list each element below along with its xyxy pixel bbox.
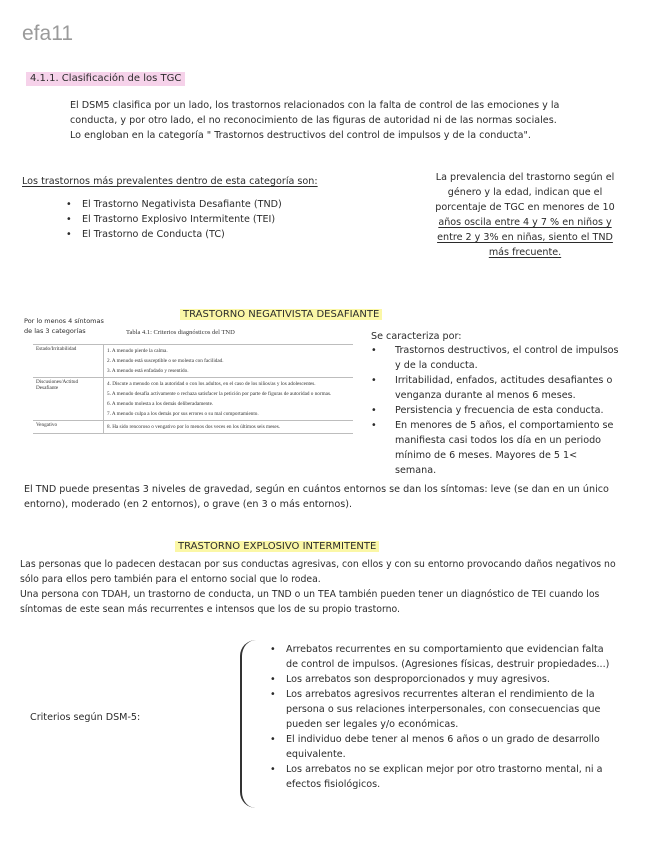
- intro-line: Lo engloban en la categoría " Trastornos destructivos del control de impulsos y de la conducta".: [70, 130, 531, 141]
- list-item: • El individuo debe tener al menos 6 años o un grado de desarrollo equivalente.: [270, 732, 610, 762]
- side-note-line: Por lo menos 4 síntomas: [24, 317, 104, 325]
- table-item: 5. A menudo desafía activamente o rechaza satisfacer la petición por parte de figuras de autoridad o normas.: [107, 391, 332, 397]
- table-item: 4. Discute a menudo con la autoridad o con los adultos, en el caso de los niños/as y los adolescentes.: [107, 381, 316, 387]
- section-heading: 4.1.1. Clasificación de los TGC: [26, 72, 185, 86]
- list-item: • Los arrebatos agresivos recurrentes alteran el rendimiento de la persona o sus relaciones interpersonales, con consecuencias que pueden ser legales y/o económicas.: [270, 687, 610, 732]
- severity-line: El TND puede presentas 3 niveles de gravedad, según en cuántos entornos se dan los síntomas: leve (se dan en un único: [24, 484, 609, 495]
- note-line: entre 2 y 3% en niñas, siento el TND: [437, 232, 613, 243]
- list-item: • Los arrebatos son desproporcionados y muy agresivos.: [270, 672, 610, 687]
- tei-heading-wrap: [175, 534, 379, 554]
- table-items: [104, 345, 354, 378]
- note-line: género y la edad, indican que el: [447, 187, 603, 198]
- list-item: • Persistencia y frecuencia de esta conducta.: [371, 403, 621, 418]
- table-row: [33, 378, 353, 421]
- tei-line: Las personas que lo padecen destacan por sus conductas agresivas, con ellos y con su entorno provocando daños negativos no: [20, 559, 616, 570]
- note-line: porcentaje de TGC en menores de 10: [435, 202, 615, 213]
- table-category: Discusiones/Actitud Desafiante: [33, 378, 104, 421]
- list-item: • Irritabilidad, enfados, actitudes desafiantes o venganza durante al menos 6 meses.: [371, 373, 621, 403]
- table-row: [33, 421, 353, 434]
- table-category: Estado/Irritabilidad: [33, 345, 104, 378]
- list-item: • Arrebatos recurrentes en su comportamiento que evidencian falta de control de impulsos. (Agresiones físicas, destruir propiedades...): [270, 642, 610, 672]
- table-items: [104, 421, 354, 434]
- note-line: más frecuente.: [488, 247, 562, 258]
- criteria-label: Criterios según DSM-5:: [30, 712, 141, 723]
- tnd-heading-wrap: [180, 302, 382, 322]
- intro-paragraph: [70, 98, 590, 143]
- curly-brace: [240, 640, 256, 808]
- intro-line: conducta, y por otro lado, el no reconocimiento de las figuras de autoridad ni de las normas sociales.: [70, 115, 557, 126]
- tei-line: Una persona con TDAH, un trastorno de conducta, un TND o un TEA también pueden tener un diagnóstico de TEI cuando los: [20, 589, 600, 600]
- table-row: [33, 345, 353, 378]
- tnd-heading: TRASTORNO NEGATIVISTA DESAFIANTE: [180, 309, 382, 320]
- criteria-list: [270, 642, 610, 792]
- note-line: La prevalencia del trastorno según el: [435, 172, 615, 183]
- prevalence-note: [425, 170, 625, 260]
- tei-line: sólo para ellos pero también para el entorno social que lo rodea.: [20, 574, 321, 585]
- list-item: • Trastornos destructivos, el control de impulsos y de la conducta.: [371, 343, 621, 373]
- table-item: 7. A menudo culpa a los demás por sus errores o su mal comportamiento.: [107, 411, 259, 417]
- document-title: efa11: [22, 22, 73, 45]
- list-item: • El Trastorno Negativista Desafiante (TND): [66, 197, 366, 212]
- tei-line: síntomas de este sean más recurrentes e intensos que los de su propio trastorno.: [20, 604, 400, 615]
- tei-paragraph: [20, 557, 640, 617]
- list-item: • Los arrebatos no se explican mejor por otro trastorno mental, ni a efectos fisiológicos.: [270, 762, 610, 792]
- prevalent-list: [66, 197, 366, 242]
- table-caption: Tabla 4.1: Criterios diagnósticos del TND: [126, 329, 235, 336]
- characterized-heading: Se caracteriza por:: [371, 331, 462, 342]
- table-items: [104, 378, 354, 421]
- severity-line: entorno), moderado (en 2 entornos), o grave (en 3 o más entornos).: [24, 499, 353, 510]
- note-line: años oscila entre 4 y 7 % en niños y: [438, 217, 612, 228]
- table-category: Vengativo: [33, 421, 104, 434]
- tnd-side-note: [24, 316, 104, 336]
- table-item: 3. A menudo está enfadado y resentido.: [107, 368, 189, 374]
- table-item: 6. A menudo molesta a los demás deliberadamente.: [107, 401, 214, 407]
- severity-paragraph: [24, 482, 639, 512]
- list-item: • El Trastorno Explosivo Intermitente (TEI): [66, 212, 366, 227]
- tei-heading: TRASTORNO EXPLOSIVO INTERMITENTE: [175, 541, 379, 552]
- prevalent-heading: Los trastornos más prevalentes dentro de esta categoría son:: [22, 176, 318, 187]
- list-item: • El Trastorno de Conducta (TC): [66, 227, 366, 242]
- criteria-table: [33, 344, 353, 434]
- list-item: • En menores de 5 años, el comportamiento se manifiesta casi todos los día en un periodo mínimo de 6 meses. Mayores de 5 1< semana.: [371, 418, 621, 478]
- table-item: 2. A menudo está susceptible o se molesta con facilidad.: [107, 358, 224, 364]
- intro-line: El DSM5 clasifica por un lado, los trastornos relacionados con la falta de control de las emociones y la: [70, 100, 560, 111]
- table-item: 8. Ha sido rencoroso o vengativo por lo menos dos veces en los últimos seis meses.: [107, 424, 281, 430]
- characterized-list: [371, 343, 621, 478]
- table-item: 1. A menudo pierde la calma.: [107, 348, 168, 354]
- side-note-line: de las 3 categorías: [24, 327, 86, 335]
